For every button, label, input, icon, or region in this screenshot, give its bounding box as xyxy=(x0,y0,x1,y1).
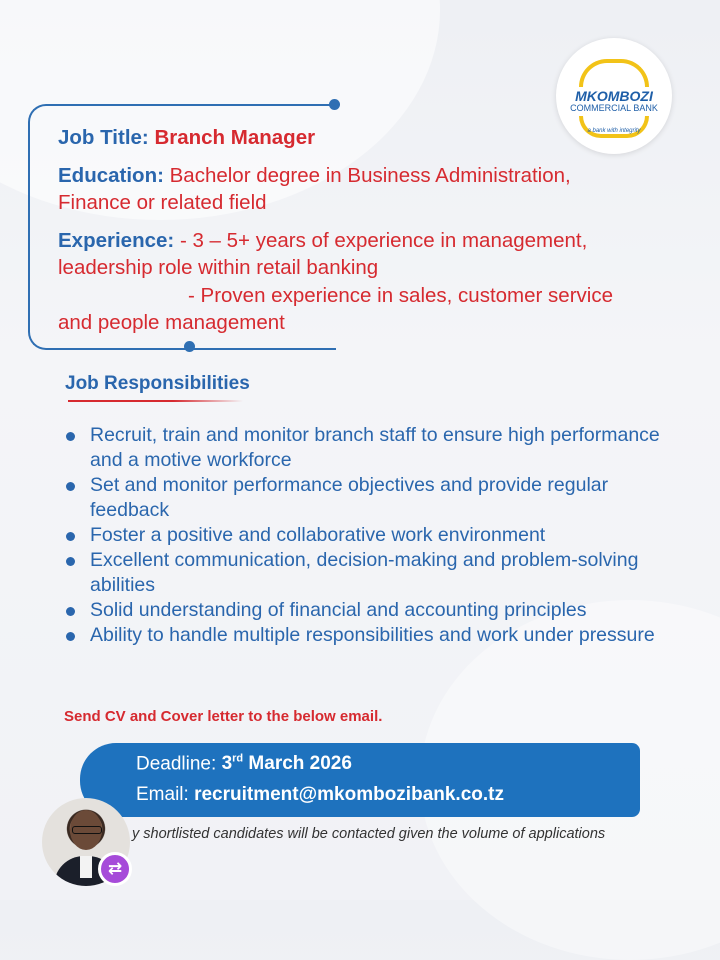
email xyxy=(136,784,504,806)
list-item xyxy=(65,423,665,473)
list-item-text: Ability to handle multiple responsibilities and work under pressure xyxy=(90,624,655,646)
logo-arc-bottom xyxy=(579,116,649,138)
frame-dot-top xyxy=(329,99,340,110)
education xyxy=(58,162,571,189)
email-label: Email: xyxy=(136,784,189,805)
job-title xyxy=(58,124,315,151)
education-label: Education: xyxy=(58,164,164,187)
logo-name: MKOMBOZI xyxy=(575,87,653,104)
apply-instruction: Send CV and Cover letter to the below email. xyxy=(64,708,383,725)
bullet-icon xyxy=(66,632,75,641)
bank-logo xyxy=(556,38,672,154)
experience xyxy=(58,227,587,254)
experience-line1: - 3 – 5+ years of experience in management, xyxy=(179,229,588,252)
responsibilities-underline xyxy=(68,400,243,402)
list-item-text: Recruit, train and monitor branch staff to ensure high performance and a motive workforce xyxy=(90,424,660,471)
responsibilities-list xyxy=(65,423,665,648)
list-item xyxy=(65,523,665,548)
bullet-icon xyxy=(66,432,75,441)
deadline-month-year: March 2026 xyxy=(248,753,352,775)
repost-icon[interactable]: ⇄ xyxy=(98,852,132,886)
responsibilities-title: Job Responsibilities xyxy=(65,373,250,394)
email-link[interactable]: recruitment@mkombozibank.co.tz xyxy=(194,784,504,805)
deadline-day: 3 xyxy=(221,753,233,775)
education-line1: Bachelor degree in Business Administration, xyxy=(169,164,571,187)
list-item xyxy=(65,598,665,623)
experience-line4: and people management xyxy=(58,311,285,334)
logo-tagline: a bank with integrity xyxy=(587,127,641,134)
bullet-icon xyxy=(66,482,75,491)
list-item xyxy=(65,473,665,523)
logo-subtitle: COMMERCIAL BANK xyxy=(570,102,658,113)
logo-arc-top xyxy=(579,59,649,87)
bullet-icon xyxy=(66,607,75,616)
education-line2: Finance or related field xyxy=(58,191,267,214)
shortlist-note: y shortlisted candidates will be contacted given the volume of applications xyxy=(132,826,606,842)
frame-dot-bottom xyxy=(184,341,195,352)
list-item-text: Foster a positive and collaborative work environment xyxy=(90,524,546,546)
contact-banner xyxy=(80,743,640,817)
job-title-label: Job Title: xyxy=(58,126,149,149)
list-item-text: Solid understanding of financial and accounting principles xyxy=(90,599,587,621)
deadline-label: Deadline: xyxy=(136,753,217,775)
list-item-text: Excellent communication, decision-making and problem-solving abilities xyxy=(90,549,639,596)
list-item xyxy=(65,623,665,648)
experience-label: Experience: xyxy=(58,229,175,252)
experience-line2: leadership role within retail banking xyxy=(58,256,379,279)
bullet-icon xyxy=(66,557,75,566)
avatar-shirt xyxy=(80,856,92,878)
avatar-glasses xyxy=(72,826,102,834)
deadline-value xyxy=(222,753,352,774)
job-title-value: Branch Manager xyxy=(154,126,316,149)
deadline-suffix: rd xyxy=(232,753,244,765)
list-item-text: Set and monitor performance objectives and provide regular feedback xyxy=(90,474,609,521)
deadline xyxy=(136,753,352,775)
list-item xyxy=(65,548,665,598)
experience-line3: - Proven experience in sales, customer service xyxy=(188,284,613,307)
bullet-icon xyxy=(66,532,75,541)
